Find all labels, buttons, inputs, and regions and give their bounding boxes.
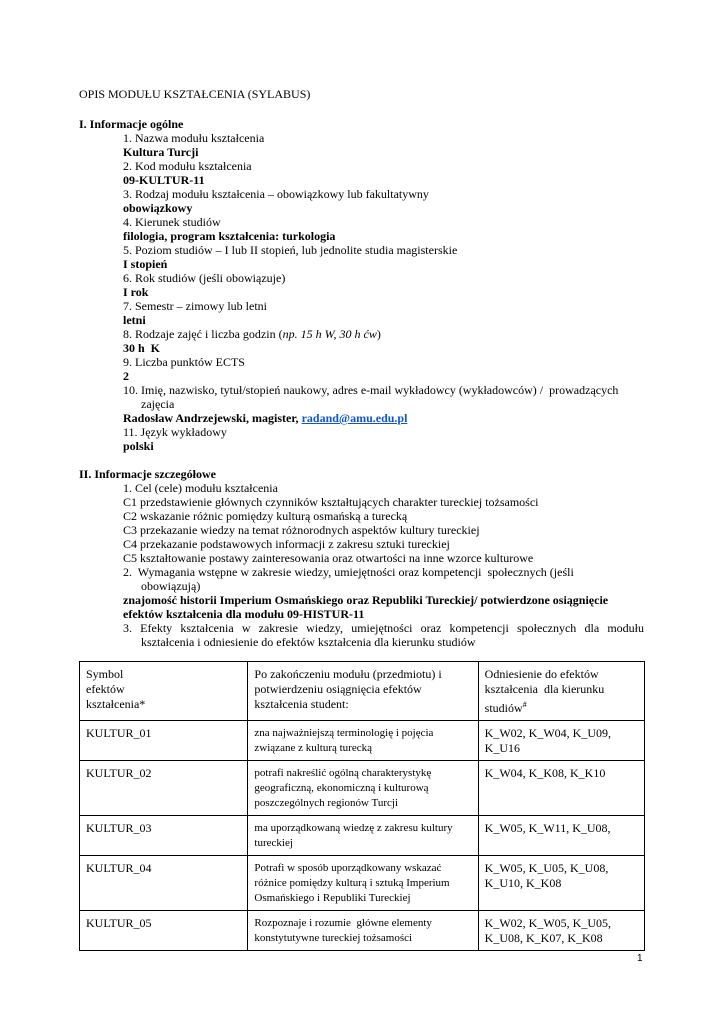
header-reference: [478, 662, 644, 721]
header-symbol-line: kształcenia*: [86, 697, 146, 711]
header-symbol-line: Symbol: [86, 667, 124, 681]
row-description-line: różnice pomiędzy kulturą i sztuką Imperium: [254, 877, 450, 889]
lecturer-name: Radosław Andrzejewski, magister,: [123, 411, 302, 425]
header-description-line: potwierdzeniu osiągnięcia efektów: [254, 682, 422, 696]
row-reference-line: K_U10, K_K08: [484, 876, 562, 890]
item-10-label: 10. Imię, nazwisko, tytuł/stopień naukowy, adres e-mail wykładowcy (wykładowców) / prowadzących: [123, 383, 619, 397]
item-10-value: [123, 411, 407, 425]
row-description-line: poszczególnych regionów Turcji: [254, 797, 399, 809]
document-title: OPIS MODUŁU KSZTAŁCENIA (SYLABUS): [79, 87, 311, 101]
item-5-label: 5. Poziom studiów – I lub II stopień, lub jednolite studia magisterskie: [123, 243, 458, 257]
table-row: [80, 816, 645, 856]
row-description: [248, 911, 478, 951]
header-symbol-line: efektów: [86, 682, 125, 696]
item-7-label: 7. Semestr – zimowy lub letni: [123, 299, 267, 313]
item-8-label-italic: np. 15 h W, 30 h ćw: [282, 327, 377, 341]
row-description-line: konstytutywne tureckiej tożsamości: [254, 932, 413, 944]
row-reference-line: K_U16: [484, 741, 521, 755]
item-6-label: 6. Rok studiów (jeśli obowiązuje): [123, 271, 286, 285]
row-description: [248, 856, 478, 911]
goal-c5: C5 kształtowanie postawy zainteresowania oraz otwartości na inne wzorce kulturowe: [123, 551, 534, 565]
row-reference: [478, 856, 644, 911]
goal-c1: C1 przedstawienie głównych czynników kształtujących charakter tureckiej tożsamości: [123, 495, 539, 509]
item-4-label: 4. Kierunek studiów: [123, 215, 221, 229]
header-reference-last: studiów: [484, 701, 523, 715]
row-description-line: potrafi nakreślić ogólną charakterystykę: [254, 767, 432, 779]
goal-c3: C3 przekazanie wiedzy na temat różnorodnych aspektów kultury tureckiej: [123, 523, 480, 537]
s2-item-3-label-cont: kształcenia i odniesienie do efektów kształcenia dla kierunku studiów: [141, 635, 476, 649]
row-description-line: geograficzną, ekonomiczną i kulturową: [254, 782, 429, 794]
header-description-line: Po zakończeniu modułu (przedmiotu) i: [254, 667, 442, 681]
item-1-label: 1. Nazwa modułu kształcenia: [123, 131, 265, 145]
row-description: [248, 721, 478, 761]
item-9-value: 2: [123, 369, 129, 383]
s2-item-2-label-cont: obowiązują): [141, 579, 201, 593]
header-reference-line: Odniesienie do efektów: [484, 667, 599, 681]
header-description: [248, 662, 478, 721]
row-reference-line: K_W02, K_W05, K_U05,: [484, 916, 611, 930]
row-reference: [478, 911, 644, 951]
s2-item-3-label: 3. Efekty kształcenia w zakresie wiedzy, umiejętności oraz kompetencji społecznych dla modułu: [123, 621, 644, 635]
item-8-label-post: ): [376, 327, 381, 341]
row-reference: [478, 761, 644, 816]
item-4-value: filologia, program kształcenia: turkologia: [123, 229, 336, 243]
row-symbol: KULTUR_01: [80, 721, 248, 761]
section-1-heading: I. Informacje ogólne: [79, 117, 184, 131]
row-reference-line: K_W04, K_K08, K_K10: [484, 766, 606, 780]
header-symbol: [80, 662, 248, 721]
item-3-value: obowiązkowy: [123, 201, 193, 215]
s2-item-1-label: 1. Cel (cele) modułu kształcenia: [123, 481, 278, 495]
item-9-label: 9. Liczba punktów ECTS: [123, 355, 245, 369]
item-8-label: [123, 327, 381, 341]
goal-c2: C2 wskazanie różnic pomiędzy kulturą osmańską a turecką: [123, 509, 408, 523]
table-row: [80, 911, 645, 951]
learning-outcomes-table: [79, 661, 645, 951]
item-11-label: 11. Język wykładowy: [123, 425, 227, 439]
s2-item-2-value-cont: efektów kształcenia dla modułu 09-HISTUR-11: [123, 607, 365, 621]
item-3-label: 3. Rodzaj modułu kształcenia – obowiązkowy lub fakultatywny: [123, 187, 429, 201]
header-reference-sup: #: [522, 700, 527, 709]
header-reference-line: [485, 697, 638, 716]
row-description-line: zna najważniejszą terminologię i pojęcia: [254, 727, 434, 739]
table-row: [80, 856, 645, 911]
row-reference-line: K_W02, K_W04, K_U09,: [484, 726, 611, 740]
goal-c4: C4 przekazanie podstawowych informacji z zakresu sztuki tureckiej: [123, 537, 450, 551]
row-description-line: Potrafi w sposób uporządkowany wskazać: [254, 862, 442, 874]
item-5-value: I stopień: [123, 257, 168, 271]
item-7-value: letni: [123, 313, 146, 327]
s2-item-2-value: znajomość historii Imperium Osmańskiego oraz Republiki Tureckiej/ potwierdzone osiągnięcie: [123, 593, 609, 607]
row-reference-line: K_U08, K_K07, K_K08: [484, 931, 603, 945]
row-description-line: Osmańskiego i Republiki Tureckiej: [254, 892, 411, 904]
row-reference: [478, 816, 644, 856]
table-row: [80, 721, 645, 761]
table-header-row: [80, 662, 645, 721]
header-reference-line: kształcenia dla kierunku: [484, 682, 605, 696]
row-description-line: związane z kulturą turecką: [254, 742, 372, 754]
table-row: [80, 761, 645, 816]
row-description-line: ma uporządkowaną wiedzę z zakresu kultury: [254, 822, 453, 834]
item-1-value: Kultura Turcji: [123, 145, 199, 159]
lecturer-email-link[interactable]: radand@amu.edu.pl: [301, 411, 408, 425]
item-6-value: I rok: [123, 285, 149, 299]
item-8-label-pre: 8. Rodzaje zajęć i liczba godzin (: [123, 327, 283, 341]
page-number: 1: [637, 953, 643, 964]
header-description-line: kształcenia student:: [254, 697, 349, 711]
row-reference-line: K_W05, K_U05, K_U08,: [484, 861, 609, 875]
row-description: [248, 761, 478, 816]
row-symbol: KULTUR_04: [80, 856, 248, 911]
row-description-line: tureckiej: [254, 837, 293, 849]
item-2-value: 09-KULTUR-11: [123, 173, 205, 187]
row-symbol: KULTUR_02: [80, 761, 248, 816]
section-2-heading: II. Informacje szczegółowe: [79, 467, 216, 481]
item-10-label-cont: zajęcia: [141, 397, 175, 411]
row-reference-line: K_W05, K_W11, K_U08,: [484, 821, 611, 835]
row-symbol: KULTUR_03: [80, 816, 248, 856]
item-8-value: 30 h K: [123, 341, 161, 355]
row-description-line: Rozpoznaje i rozumie główne elementy: [254, 917, 432, 929]
s2-item-2-label: 2. Wymagania wstępne w zakresie wiedzy, umiejętności oraz kompetencji społecznych (jeśli: [123, 565, 574, 579]
item-11-value: polski: [123, 439, 154, 453]
row-symbol: KULTUR_05: [80, 911, 248, 951]
row-reference: [478, 721, 644, 761]
row-description: [248, 816, 478, 856]
item-2-label: 2. Kod modułu kształcenia: [123, 159, 252, 173]
